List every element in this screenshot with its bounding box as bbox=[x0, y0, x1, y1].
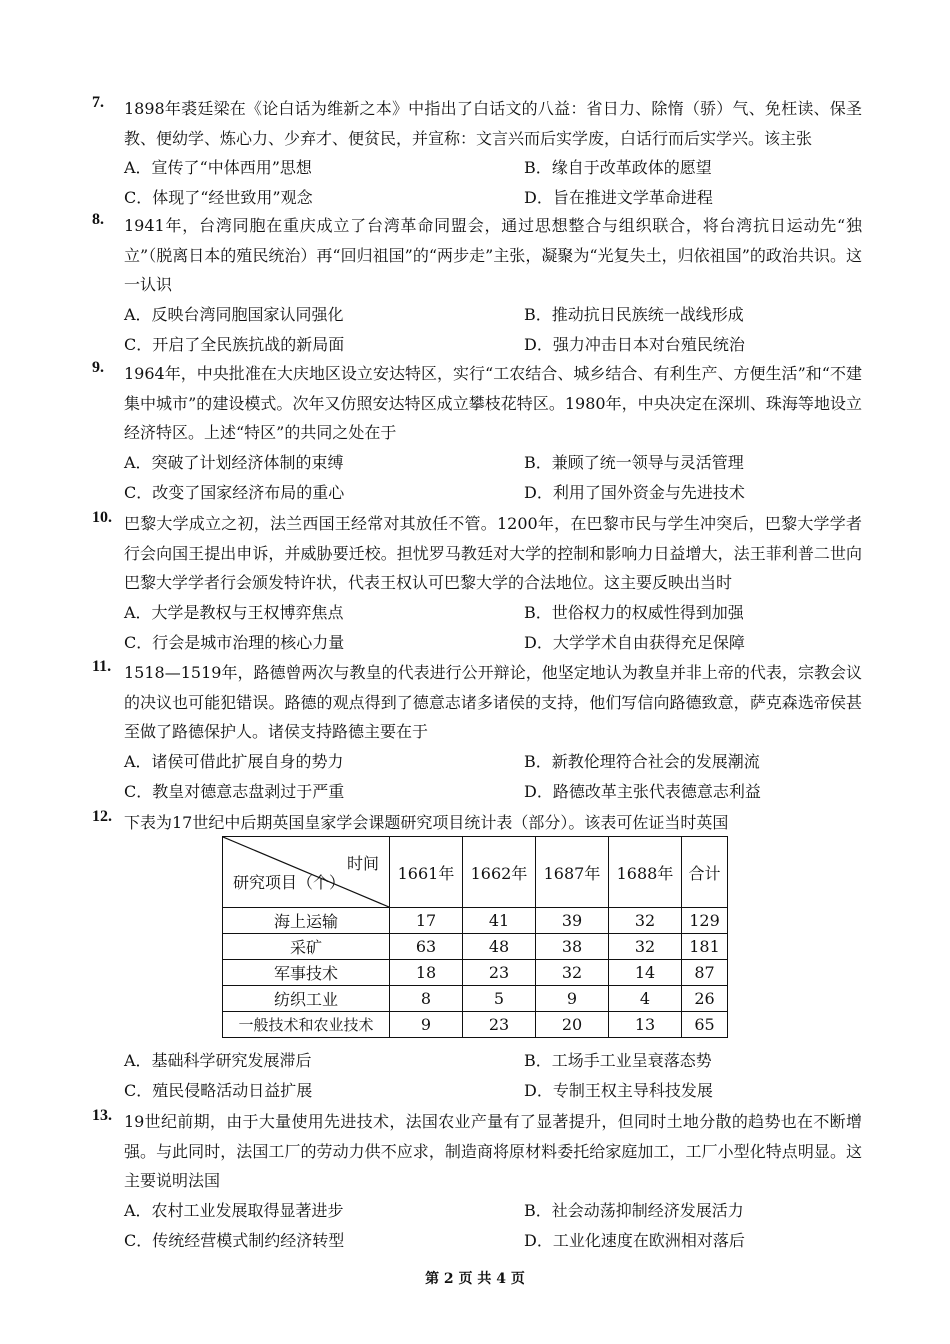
table-row bbox=[223, 908, 728, 934]
option-d: D．旨在推进文学革命进程 bbox=[524, 188, 713, 207]
option-d: D．利用了国外资金与先进技术 bbox=[524, 482, 745, 502]
option-a: A．诸侯可借此扩展自身的势力 bbox=[124, 751, 344, 771]
question-7 bbox=[92, 94, 862, 213]
column-header: 1661年 bbox=[390, 837, 463, 908]
option-b: B．缘自于改革政体的愿望 bbox=[524, 158, 712, 177]
corner-label-time: 时间 bbox=[346, 854, 379, 873]
table-cell: 38 bbox=[536, 934, 609, 960]
options bbox=[124, 1196, 862, 1256]
row-label: 纺织工业 bbox=[223, 986, 390, 1012]
option-b: B．工场手工业呈衰落态势 bbox=[524, 1051, 712, 1070]
table-cell: 32 bbox=[609, 934, 682, 960]
row-label: 军事技术 bbox=[223, 960, 390, 986]
table-cell: 5 bbox=[463, 986, 536, 1012]
option-c: C．传统经营模式制约经济转型 bbox=[124, 1230, 345, 1250]
table-row bbox=[223, 934, 728, 960]
option-d: D．专制王权主导科技发展 bbox=[524, 1081, 713, 1100]
option-b: B．世俗权力的权威性得到加强 bbox=[524, 602, 744, 622]
column-header: 1688年 bbox=[609, 837, 682, 908]
question-number: 10. bbox=[92, 509, 112, 526]
row-label: 采矿 bbox=[223, 934, 390, 960]
question-stem: 巴黎大学成立之初，法兰西国王经常对其放任不管。1200年，在巴黎市民与学生冲突后，巴黎大学学者行会向国王提出申诉，并威胁要迁校。担忧罗马教廷对大学的控制和影响力日益增大，法王菲利普二世向巴黎大学学者行会颁发特许状，代表王权认可巴黎大学的合法地位。这主要反映出当时 bbox=[124, 514, 862, 592]
table-header-row bbox=[223, 837, 728, 908]
option-a: A．反映台湾同胞国家认同强化 bbox=[124, 304, 344, 324]
option-a: A．农村工业发展取得显著进步 bbox=[124, 1200, 344, 1220]
table-cell: 23 bbox=[463, 960, 536, 986]
table-cell: 129 bbox=[682, 908, 728, 934]
question-number: 13. bbox=[92, 1107, 112, 1124]
question-8 bbox=[92, 211, 862, 360]
table-cell: 63 bbox=[390, 934, 463, 960]
table-cell: 9 bbox=[536, 986, 609, 1012]
option-a: A．宣传了“中体西用”思想 bbox=[124, 158, 312, 177]
question-number: 7. bbox=[92, 94, 104, 111]
option-d: D．大学学术自由获得充足保障 bbox=[524, 632, 745, 652]
row-label: 一般技术和农业技术 bbox=[223, 1012, 390, 1038]
table-cell: 20 bbox=[536, 1012, 609, 1038]
question-11 bbox=[92, 658, 862, 807]
page-footer: 第 2 页 共 4 页 bbox=[425, 1271, 525, 1287]
question-number: 8. bbox=[92, 211, 104, 228]
question-12-options bbox=[92, 1046, 862, 1106]
options bbox=[124, 598, 862, 658]
option-c: C．改变了国家经济布局的重心 bbox=[124, 482, 345, 502]
table-cell: 23 bbox=[463, 1012, 536, 1038]
question-stem: 19世纪前期，由于大量使用先进技术，法国农业产量有了显著提升，但同时土地分散的趋势也在不断增强。与此同时，法国工厂的劳动力供不应求，制造商将原材料委托给家庭加工，工厂小型化特点明显。这主要说明法国 bbox=[124, 1112, 862, 1190]
column-header: 1662年 bbox=[463, 837, 536, 908]
table-row bbox=[223, 986, 728, 1012]
options bbox=[124, 448, 862, 508]
option-b: B．推动抗日民族统一战线形成 bbox=[524, 304, 744, 324]
option-b: B．社会动荡抑制经济发展活力 bbox=[524, 1200, 744, 1220]
row-label: 海上运输 bbox=[223, 908, 390, 934]
table-cell: 65 bbox=[682, 1012, 728, 1038]
table-cell: 14 bbox=[609, 960, 682, 986]
question-stem: 1941年，台湾同胞在重庆成立了台湾革命同盟会，通过思想整合与组织联合，将台湾抗日运动先“独立”（脱离日本的殖民统治）再“回归祖国”的“两步走”主张，凝聚为“光复失土，归依祖国”的政治共识。这一认识 bbox=[124, 216, 862, 294]
question-10 bbox=[92, 509, 862, 658]
question-number: 11. bbox=[92, 658, 112, 675]
table-cell: 39 bbox=[536, 908, 609, 934]
option-c: C．殖民侵略活动日益扩展 bbox=[124, 1081, 313, 1100]
option-b: B．新教伦理符合社会的发展潮流 bbox=[524, 751, 760, 771]
table-cell: 13 bbox=[609, 1012, 682, 1038]
table-cell: 87 bbox=[682, 960, 728, 986]
option-d: D．路德改革主张代表德意志利益 bbox=[524, 781, 761, 801]
question-stem: 1964年，中央批准在大庆地区设立安达特区，实行“工农结合、城乡结合、有利生产、方便生活”和“不建集中城市”的建设模式。次年又仿照安达特区成立攀枝花特区。1980年，中央决定在深圳、珠海等地设立经济特区。上述“特区”的共同之处在于 bbox=[124, 364, 862, 442]
question-stem: 1518—1519年，路德曾两次与教皇的代表进行公开辩论，他坚定地认为教皇并非上帝的代表，宗教会议的决议也可能犯错误。路德的观点得到了德意志诸多诸侯的支持，他们写信向路德致意，萨克森选帝侯甚至做了路德保护人。诸侯支持路德主要在于 bbox=[124, 663, 862, 741]
option-c: C．开启了全民族抗战的新局面 bbox=[124, 334, 345, 354]
option-c: C．体现了“经世致用”观念 bbox=[124, 188, 313, 207]
question-stem: 下表为17世纪中后期英国皇家学会课题研究项目统计表（部分）。该表可佐证当时英国 bbox=[124, 813, 729, 832]
options bbox=[124, 153, 862, 213]
question-number: 9. bbox=[92, 359, 104, 376]
table-cell: 17 bbox=[390, 908, 463, 934]
option-d: D．强力冲击日本对台殖民统治 bbox=[524, 334, 745, 354]
table-cell: 8 bbox=[390, 986, 463, 1012]
option-c: C．教皇对德意志盘剥过于严重 bbox=[124, 781, 345, 801]
table-cell: 4 bbox=[609, 986, 682, 1012]
table-corner-cell bbox=[223, 837, 390, 908]
table-row bbox=[223, 960, 728, 986]
table-cell: 181 bbox=[682, 934, 728, 960]
table-cell: 32 bbox=[536, 960, 609, 986]
option-b: B．兼顾了统一领导与灵活管理 bbox=[524, 452, 744, 472]
table-cell: 32 bbox=[609, 908, 682, 934]
statistics-table bbox=[222, 836, 728, 1038]
table-cell: 9 bbox=[390, 1012, 463, 1038]
question-13 bbox=[92, 1107, 862, 1256]
options bbox=[124, 1046, 862, 1106]
question-stem: 1898年裘廷梁在《论白话为维新之本》中指出了白话文的八益：省日力、除惰（骄）气、免枉读、保圣教、便幼学、炼心力、少弃才、便贫民，并宣称：文言兴而后实学废，白话行而后实学兴。该主张 bbox=[124, 99, 862, 148]
column-header: 合计 bbox=[682, 837, 728, 908]
option-a: A．突破了计划经济体制的束缚 bbox=[124, 452, 344, 472]
option-c: C．行会是城市治理的核心力量 bbox=[124, 632, 345, 652]
question-9 bbox=[92, 359, 862, 508]
table-row bbox=[223, 1012, 728, 1038]
options bbox=[124, 300, 862, 360]
option-d: D．工业化速度在欧洲相对落后 bbox=[524, 1230, 745, 1250]
table-cell: 26 bbox=[682, 986, 728, 1012]
option-a: A．基础科学研究发展滞后 bbox=[124, 1051, 312, 1070]
question-number: 12. bbox=[92, 808, 112, 825]
option-a: A．大学是教权与王权博弈焦点 bbox=[124, 602, 344, 622]
column-header: 1687年 bbox=[536, 837, 609, 908]
question-12 bbox=[92, 808, 862, 838]
corner-label-project: 研究项目（个） bbox=[233, 873, 346, 892]
table-cell: 18 bbox=[390, 960, 463, 986]
options bbox=[124, 747, 862, 807]
table-cell: 41 bbox=[463, 908, 536, 934]
table-cell: 48 bbox=[463, 934, 536, 960]
